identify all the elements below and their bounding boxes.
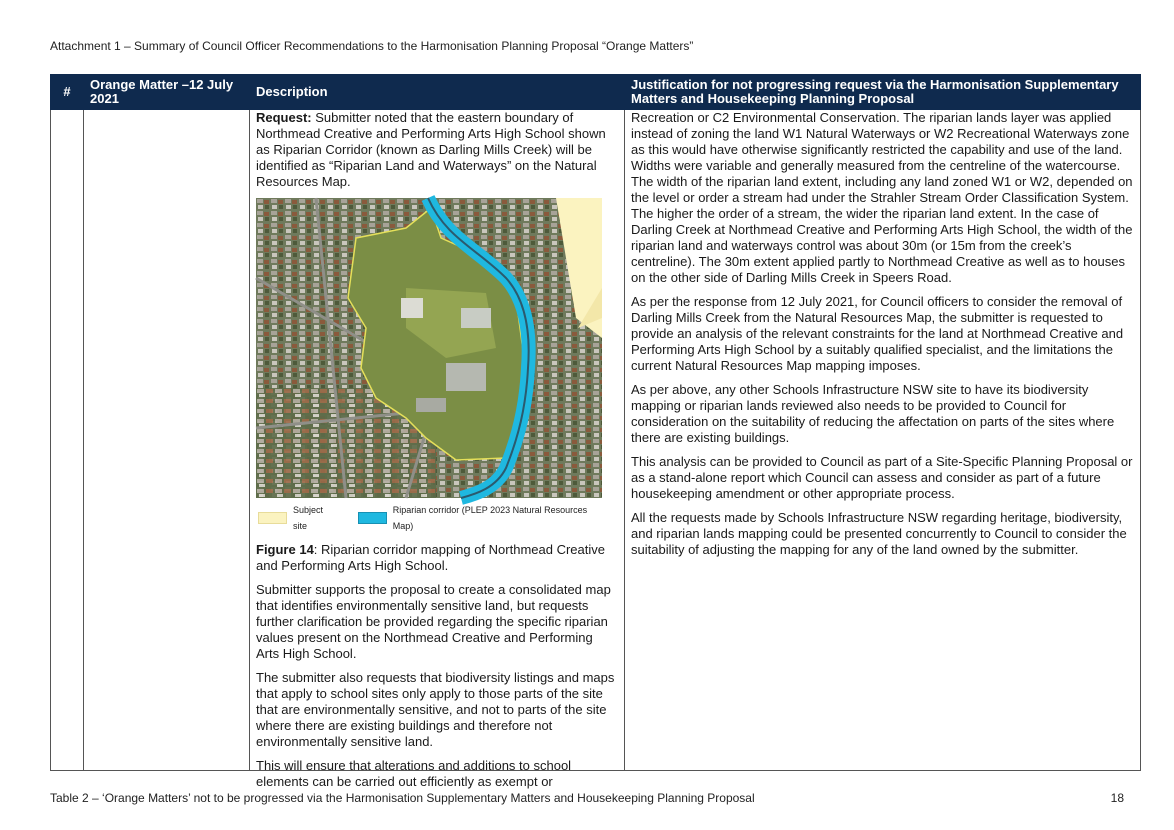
figure-caption (256, 542, 618, 574)
description-paragraph: This will ensure that alterations and additions to school elements can be carried out efficiently as exempt or (256, 758, 572, 789)
riparian-map-figure (256, 198, 602, 534)
page-footer (50, 791, 1124, 805)
figure-caption-text: : Riparian corridor mapping of Northmead Creative and Performing Arts High School. (256, 542, 605, 573)
col-header-description: Description (250, 75, 625, 110)
map-legend (256, 502, 602, 534)
aerial-map-image (256, 198, 602, 498)
justification-paragraph: This analysis can be provided to Council as part of a Site-Specific Planning Proposal or as a stand-alone report which Council can assess and consider as part of a future housekeeping amendment or other appropriate process. (631, 454, 1133, 501)
table-caption: Table 2 – ‘Orange Matters’ not to be progressed via the Harmonisation Supplementary Matters and Housekeeping Planning Proposal (50, 791, 755, 805)
page-number: 18 (1110, 791, 1124, 805)
figure-label: Figure 14 (256, 542, 314, 557)
col-header-orange-matter: Orange Matter –12 July 2021 (84, 75, 250, 110)
legend-subject-site: Subject site (292, 505, 323, 531)
description-paragraph: Submitter supports the proposal to create a consolidated map that identifies environmentally sensitive land, but requests further clarification be provided regarding the specific riparian values present on the Northmead Creative and Performing Arts High School. (256, 582, 611, 661)
riparian-swatch (358, 512, 387, 524)
cell-number (51, 110, 84, 771)
subject-site-swatch (258, 512, 287, 524)
orange-matters-table (50, 74, 1141, 789)
justification-paragraph: Recreation or C2 Environmental Conservation. The riparian lands layer was applied instead of zoning the land W1 Natural Waterways or W2 Recreational Waterways zone as this would have otherwise significantly restricted the capability and use of the land. Widths were variable and generally measured from the centreline of the watercourse. The width of the riparian land extent, including any land zoned W1 or W2, depended on the level or order a stream had under the Strahler Stream Order Classification System. The higher the order of a stream, the wider the riparian land extent. In the case of Darling Creek at Northmead Creative and Performing Arts High School, the width of the riparian land and waterways control was about 30m (or 15m from the creek’s centreline). The 30m extent applied partly to Northmead Creative as well as to houses on the other side of Darling Mills Creek in Speers Road. (631, 110, 1133, 285)
table-row (51, 110, 1141, 771)
justification-paragraph: As per above, any other Schools Infrastructure NSW site to have its biodiversity mapping or riparian lands reviewed also needs to be provided to Council for consideration on the suitability of reducing the affectation on parts of the sites where there are existing buildings. (631, 382, 1115, 445)
justification-paragraph: All the requests made by Schools Infrastructure NSW regarding heritage, biodiversity, and riparian lands mapping could be presented concurrently to Council to consider the suitability of adjusting the mapping for any of the land owned by the submitter. (631, 510, 1127, 557)
cell-orange-matter (84, 110, 250, 771)
description-paragraph: The submitter also requests that biodiversity listings and maps that apply to school sites only apply to those parts of the site that are environmentally sensitive, and not to parts of the site where there are existing buildings and therefore not environmentally sensitive land. (256, 670, 615, 749)
cell-description (250, 110, 625, 789)
cell-justification (625, 110, 1141, 771)
col-header-justification: Justification for not progressing request via the Harmonisation Supplementary Matters and Housekeeping Planning Proposal (625, 75, 1141, 110)
page-header: Attachment 1 – Summary of Council Officer Recommendations to the Harmonisation Planning Proposal “Orange Matters” (50, 39, 694, 53)
table-header-row (51, 75, 1141, 110)
justification-paragraph: As per the response from 12 July 2021, for Council officers to consider the removal of Darling Mills Creek from the Natural Resources Map, the submitter is requested to provide an analysis of the relevant constraints for the land at Northmead Creative and Performing Arts High School by a suitably qualified specialist, and the limitations the current Natural Resources Map mapping imposes. (631, 294, 1124, 373)
request-label: Request: (256, 110, 312, 125)
request-paragraph (256, 110, 618, 190)
legend-riparian-corridor: Riparian corridor (PLEP 2023 Natural Resources Map) (392, 505, 588, 531)
request-text: Submitter noted that the eastern boundary of Northmead Creative and Performing Arts High School shown as Riparian Corridor (known as Darling Mills Creek) will be identified as “Riparian Land and Waterways” on the Natural Resources Map. (256, 110, 606, 189)
col-header-number: # (51, 75, 84, 110)
